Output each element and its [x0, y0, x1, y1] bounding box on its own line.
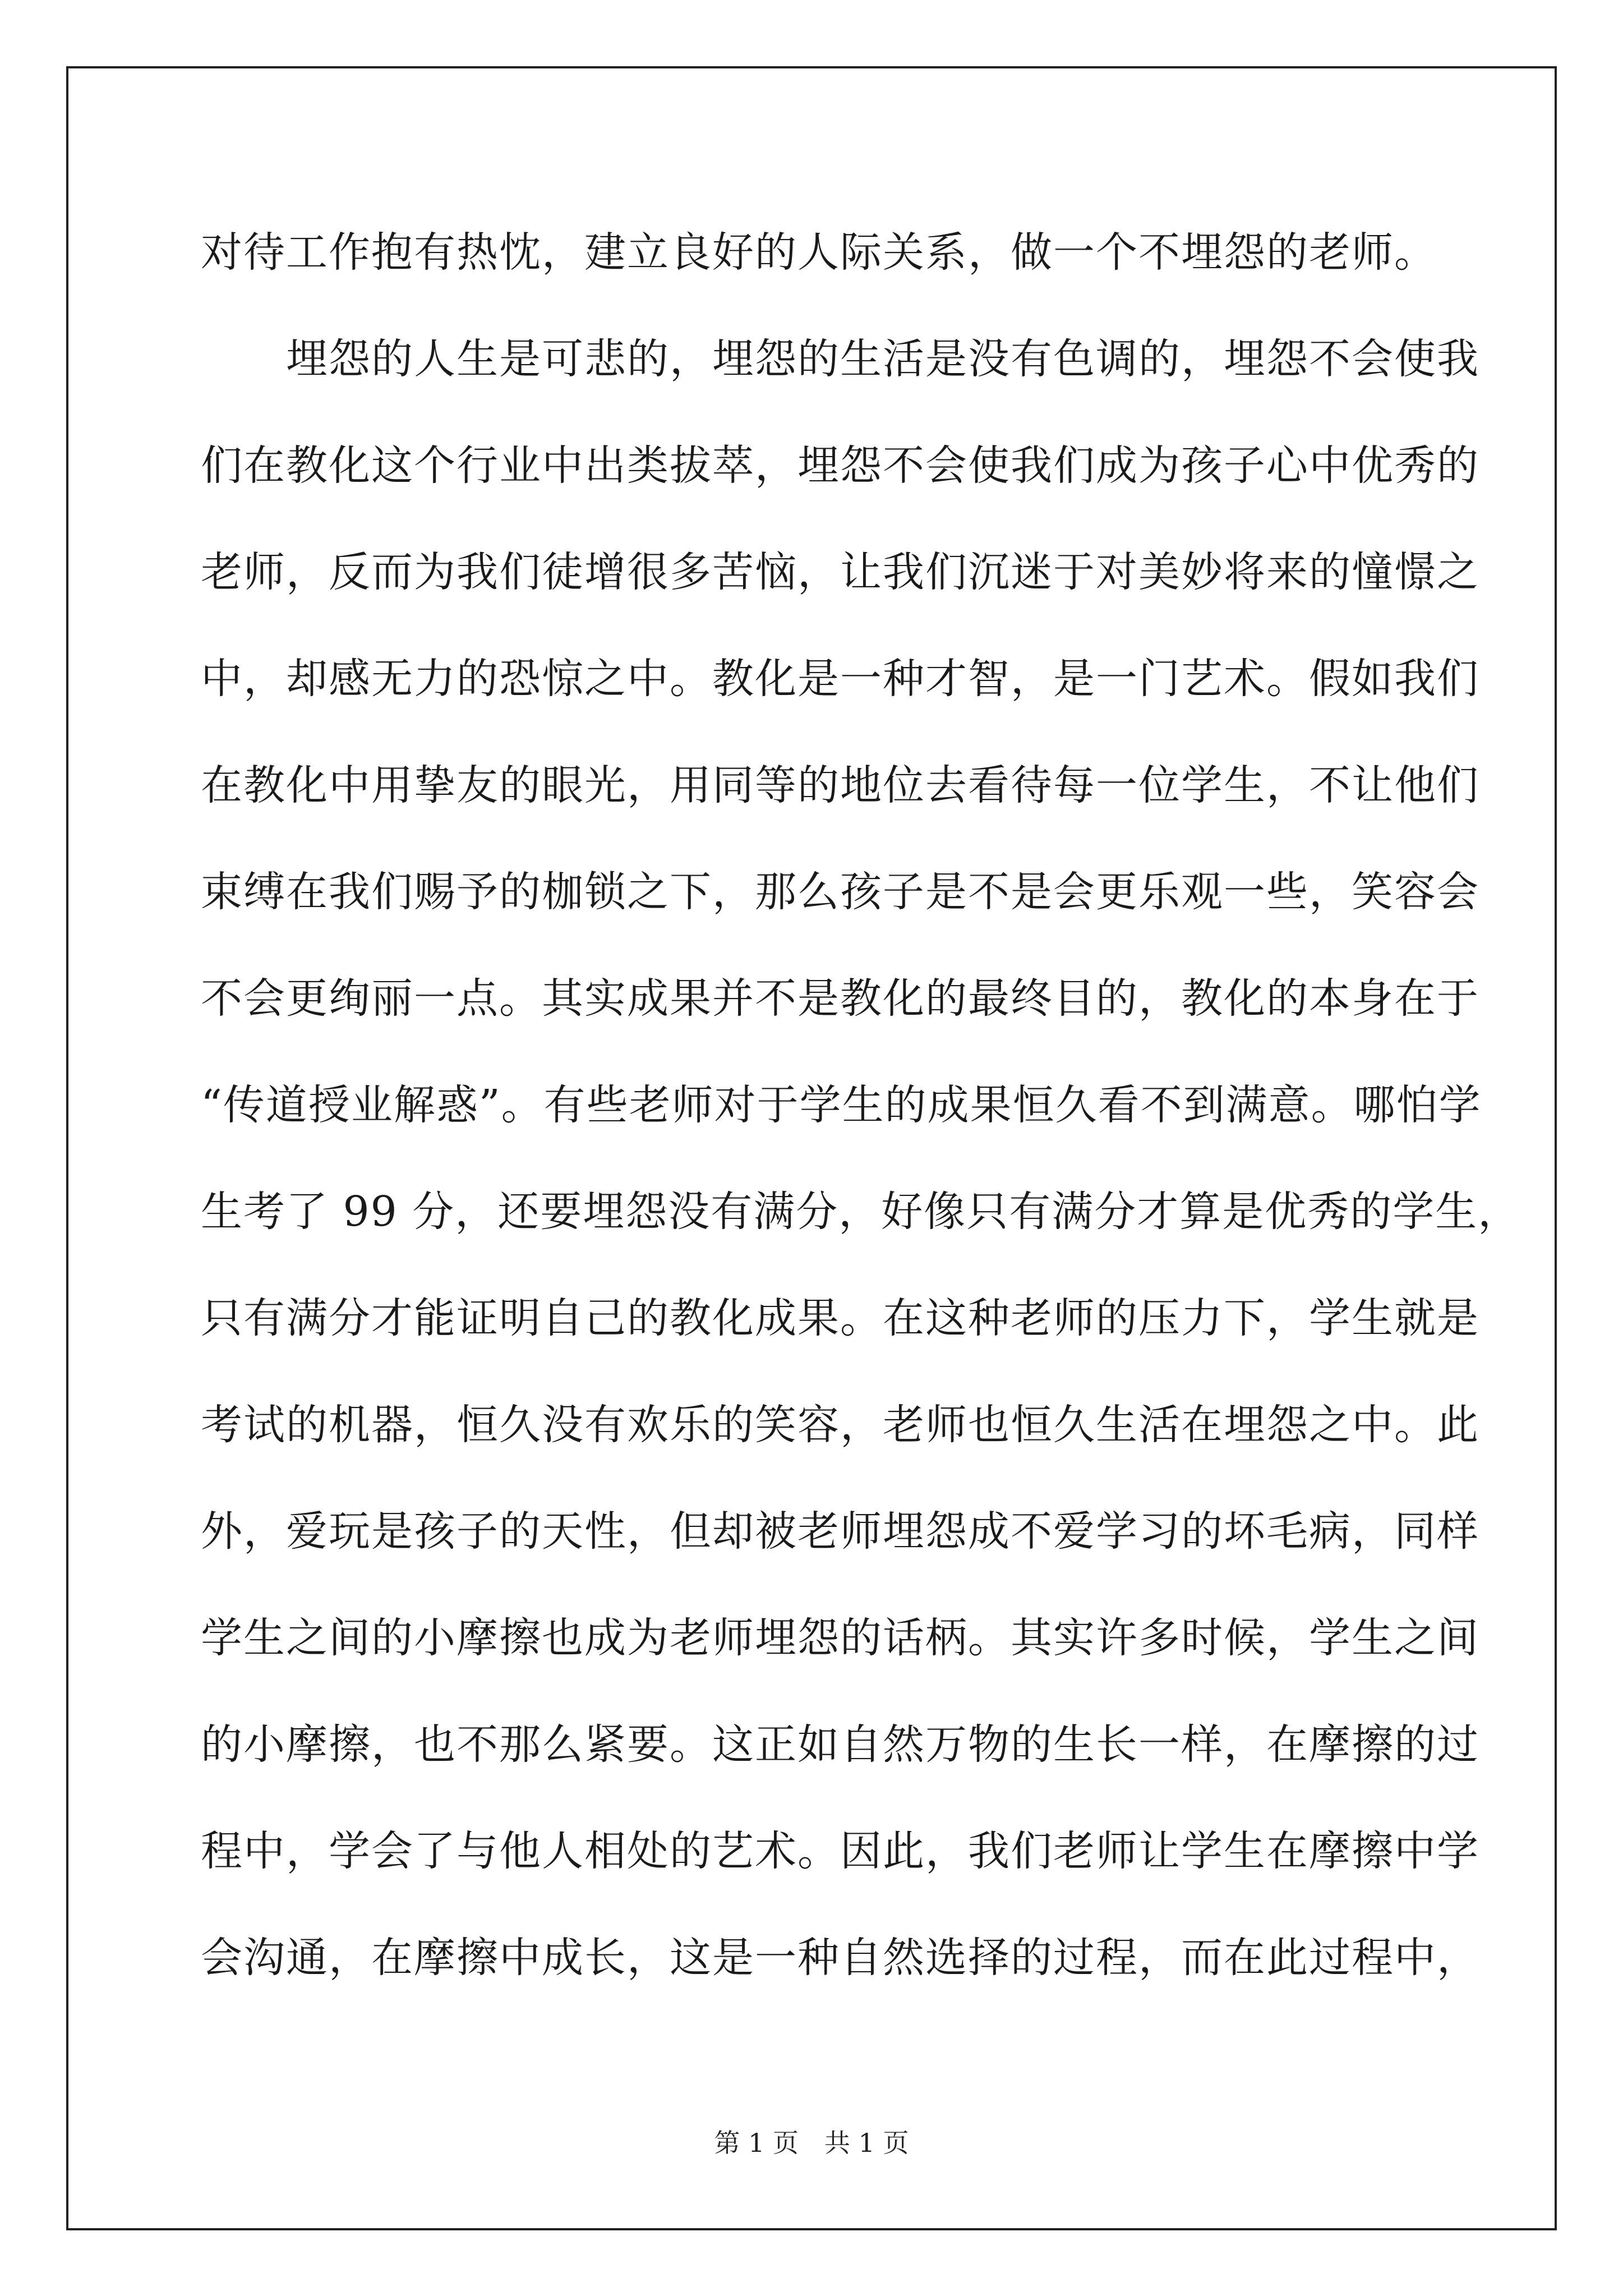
text-line: 考试的机器，恒久没有欢乐的笑容，老师也恒久生活在埋怨之中。此: [201, 1401, 1479, 1449]
text-line: 们在教化这个行业中出类拔萃，埋怨不会使我们成为孩子心中优秀的: [201, 441, 1479, 490]
text-line: 程中，学会了与他人相处的艺术。因此，我们老师让学生在摩擦中学: [201, 1827, 1479, 1875]
page-footer: [0, 2126, 1623, 2160]
text-line: 不会更绚丽一点。其实成果并不是教化的最终目的，教化的本身在于: [201, 974, 1479, 1023]
text-line: 学生之间的小摩擦也成为老师埋怨的话柄。其实许多时候，学生之间: [201, 1614, 1479, 1662]
text-line: 外，爱玩是孩子的天性，但却被老师埋怨成不爱学习的坏毛病，同样: [201, 1507, 1479, 1556]
text-line: 束缚在我们赐予的枷锁之下，那么孩子是不是会更乐观一些，笑容会: [201, 868, 1479, 916]
text-line: 会沟通，在摩擦中成长，这是一种自然选择的过程，而在此过程中，: [201, 1934, 1479, 1982]
page-total: 共 1 页: [824, 2128, 909, 2158]
text-line: 埋怨的人生是可悲的，埋怨的生活是没有色调的，埋怨不会使我: [201, 335, 1479, 383]
page-number: 第 1 页: [714, 2128, 799, 2158]
text-line: “传道授业解惑”。有些老师对于学生的成果恒久看不到满意。哪怕学: [201, 1081, 1482, 1129]
text-line: 对待工作抱有热忱，建立良好的人际关系，做一个不埋怨的老师。: [201, 228, 1437, 277]
text-line: 中，却感无力的恐惊之中。教化是一种才智，是一门艺术。假如我们: [201, 655, 1479, 703]
text-line: 生考了 99 分，还要埋怨没有满分，好像只有满分才算是优秀的学生，: [201, 1188, 1521, 1236]
text-line: 只有满分才能证明自己的教化成果。在这种老师的压力下，学生就是: [201, 1294, 1479, 1342]
text-line: 老师，反而为我们徒增很多苦恼，让我们沉迷于对美妙将来的憧憬之: [201, 548, 1479, 596]
text-line: 的小摩擦，也不那么紧要。这正如自然万物的生长一样，在摩擦的过: [201, 1720, 1479, 1769]
text-line: 在教化中用挚友的眼光，用同等的地位去看待每一位学生，不让他们: [201, 761, 1479, 809]
document-body: [201, 199, 1521, 2011]
